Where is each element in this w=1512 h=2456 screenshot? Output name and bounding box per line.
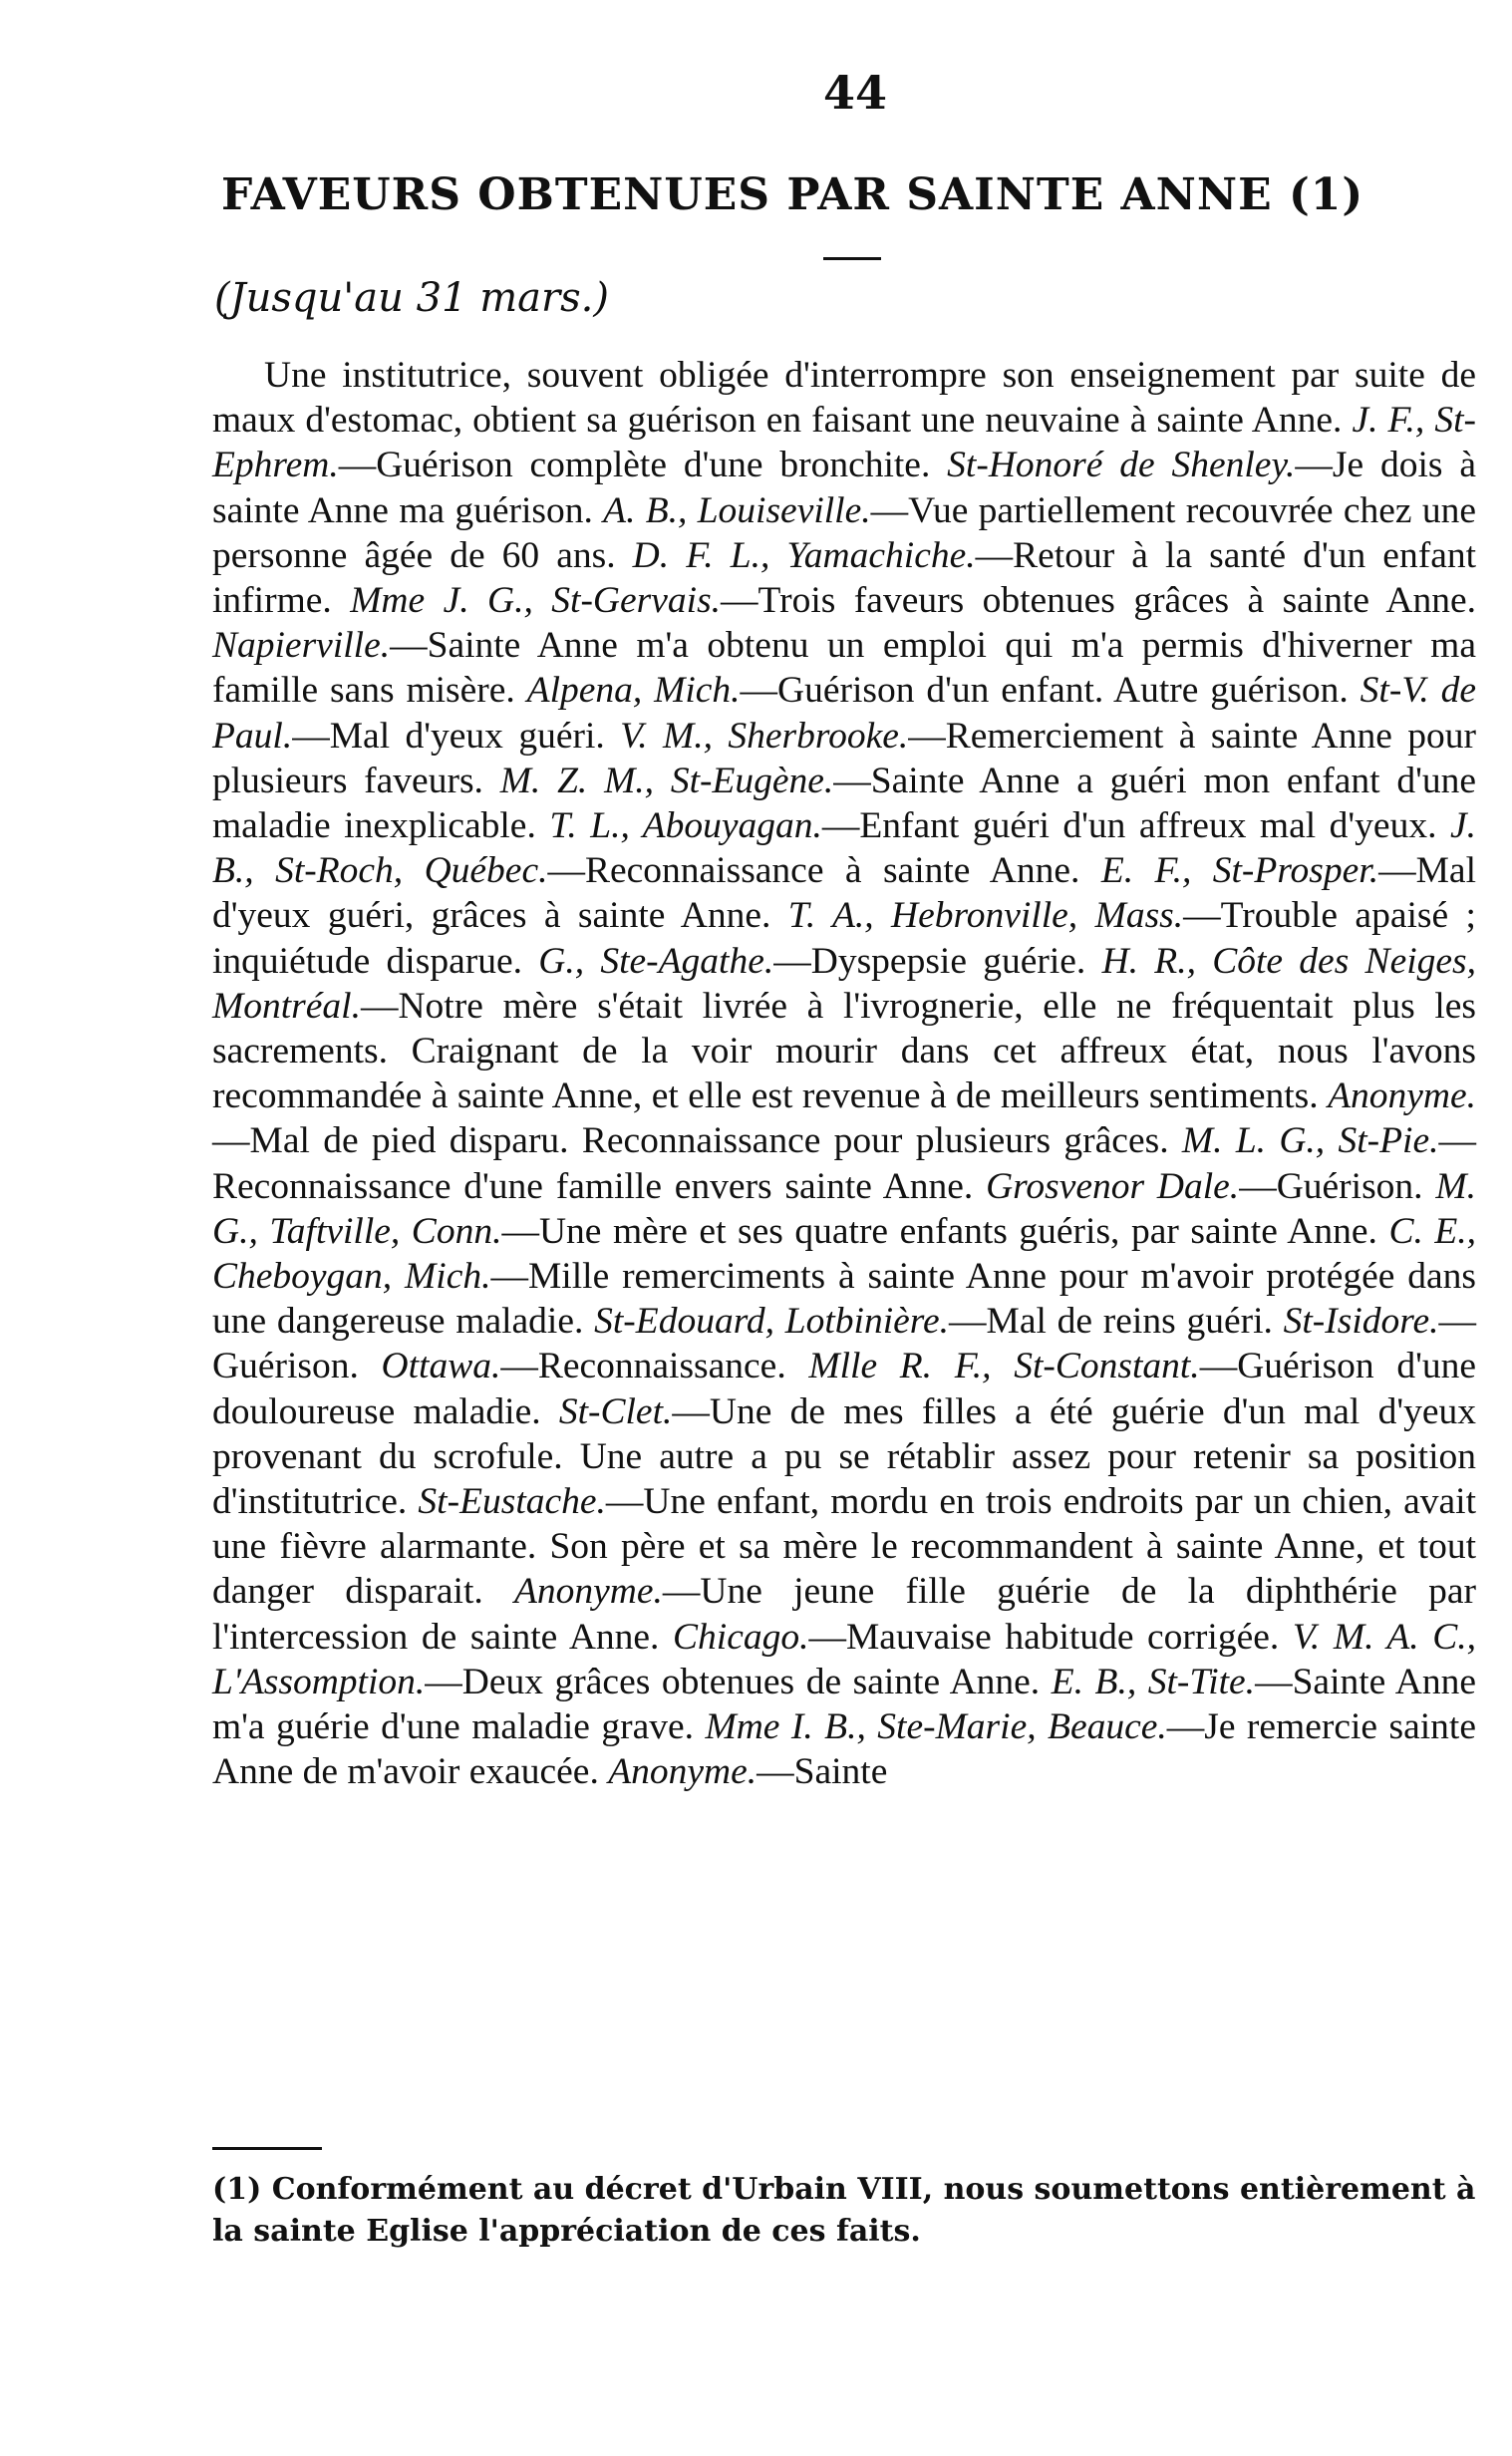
entry-source: Alpena, Mich. bbox=[526, 670, 741, 712]
entry-text: —Reconnaissance d'une famille envers sainte Anne. bbox=[212, 1120, 1476, 1207]
entry-source: A. B., Louiseville. bbox=[603, 489, 871, 531]
entry-text: —Reconnaissance à sainte Anne. bbox=[547, 850, 1101, 892]
page-title: FAVEURS OBTENUES PAR SAINTE ANNE (1) bbox=[221, 169, 1364, 220]
entry-source: J. B., St-Roch, Québec. bbox=[212, 805, 1476, 892]
entry-source: Anonyme. bbox=[513, 1571, 663, 1613]
entry-text: —Mal d'yeux guéri. bbox=[292, 715, 621, 757]
entry-source: Mme J. G., St-Gervais. bbox=[350, 580, 722, 622]
entry-source: E. F., St-Prosper. bbox=[1100, 850, 1379, 892]
entry-text: —Sainte Anne m'a obtenu un emploi qui m'a permis d'hiverner ma famille sans misère. bbox=[212, 625, 1476, 712]
entry-source: D. F. L., Yamachiche. bbox=[632, 534, 976, 576]
entry-text: —Une enfant, mordu en trois endroits par un chien, avait une fièvre alarmante. Son père et sa mère le recommandent à sainte Anne, et tout danger disparait. bbox=[212, 1481, 1476, 1613]
entry-source: St-Edouard, Lotbinière. bbox=[594, 1301, 949, 1343]
entry-text: —Guérison d'une douloureuse maladie. bbox=[212, 1346, 1476, 1432]
entry-source: Napierville. bbox=[212, 625, 391, 667]
entry-source: M. L. G., St-Pie. bbox=[1181, 1120, 1439, 1162]
entry-source: St-Eustache. bbox=[418, 1481, 606, 1523]
entry-text: —Mauvaise habitude corrigée. bbox=[808, 1616, 1293, 1658]
entry-text: —Une de mes filles a été guérie d'un mal d'yeux provenant du scrofule. Une autre a pu se rétablir assez pour retenir sa position d'institutrice. bbox=[212, 1390, 1476, 1523]
entry-source: J. F., St-Ephrem. bbox=[212, 400, 1476, 486]
entry-source: St-Clet. bbox=[558, 1390, 673, 1432]
entry-source: Ottawa. bbox=[381, 1346, 501, 1387]
entry-source: V. M. A. C., L'Assomption. bbox=[212, 1616, 1476, 1702]
entry-text: —Trouble apaisé ; inquiétude disparue. bbox=[212, 895, 1476, 982]
entry-source: Chicago. bbox=[673, 1616, 809, 1658]
entry-text: —Reconnaissance. bbox=[500, 1346, 809, 1387]
entry-source: Grosvenor Dale. bbox=[986, 1165, 1240, 1207]
entry-text: —Mal d'yeux guéri, grâces à sainte Anne. bbox=[212, 850, 1476, 937]
entry-source: M. G., Taftville, Conn. bbox=[212, 1165, 1476, 1252]
entry-text: —Je remercie sainte Anne de m'avoir exaucée. bbox=[212, 1706, 1476, 1793]
entry-text: —Remerciement à sainte Anne pour plusieurs faveurs. bbox=[212, 715, 1476, 801]
entry-text: —Dyspepsie guérie. bbox=[773, 940, 1102, 982]
entry-source: C. E., Cheboygan, Mich. bbox=[212, 1210, 1477, 1298]
entry-source: T. L., Abouyagan. bbox=[549, 805, 822, 847]
date-line: (Jusqu'au 31 mars.) bbox=[214, 275, 609, 321]
entry-text: —Mille remerciments à sainte Anne pour m'avoir protégée dans une dangereuse maladie. bbox=[212, 1256, 1476, 1343]
entry-source: T. A., Hebronville, Mass. bbox=[787, 895, 1184, 937]
entry-text: —Enfant guéri d'un affreux mal d'yeux. bbox=[821, 805, 1450, 847]
entry-source: Mme I. B., Ste-Marie, Beauce. bbox=[705, 1706, 1167, 1748]
entry-text: —Mal de reins guéri. bbox=[949, 1301, 1284, 1343]
entry-source: E. B., St-Tite. bbox=[1051, 1661, 1256, 1702]
footnote: (1) Conformément au décret d'Urbain VIII, nous soumettons entièrement à la sainte Eglise l'appréciation de ces faits. bbox=[212, 2172, 1476, 2249]
page-number: 44 bbox=[823, 66, 888, 120]
entry-text: —Sainte Anne m'a guérie d'une maladie grave. bbox=[212, 1661, 1476, 1748]
entry-text: —Une mère et ses quatre enfants guéris, par sainte Anne. bbox=[501, 1210, 1389, 1252]
entry-source: St-Honoré de Shenley. bbox=[947, 445, 1296, 486]
entry-source: Anonyme. bbox=[608, 1751, 757, 1793]
entry-source: V. M., Sherbrooke. bbox=[620, 715, 909, 757]
title-divider bbox=[823, 257, 881, 260]
entry-text: Une institutrice, souvent obligée d'interrompre son enseignement par suite de maux d'estomac, obtient sa guérison en faisant une neuvaine à sainte Anne. bbox=[212, 355, 1476, 442]
entry-text: —Notre mère s'était livrée à l'ivrognerie, elle ne fréquentait plus les sacrements. Craignant de la voir mourir dans cet affreux état, nous l'avons recommandée à sainte Anne, et elle est revenue à de meilleurs sentiments. bbox=[212, 985, 1476, 1117]
entry-text: —Retour à la santé d'un enfant infirme. bbox=[212, 534, 1477, 622]
entry-text: —Mal de pied disparu. Reconnaissance pour plusieurs grâces. bbox=[212, 1120, 1182, 1162]
entry-source: G., Ste-Agathe. bbox=[538, 940, 774, 982]
entry-text: —Deux grâces obtenues de sainte Anne. bbox=[425, 1661, 1052, 1702]
entry-text: —Guérison. bbox=[212, 1301, 1477, 1387]
entry-text: —Guérison. bbox=[1239, 1165, 1436, 1207]
entry-text: —Je dois à sainte Anne ma guérison. bbox=[212, 445, 1476, 531]
entry-source: H. R., Côte des Neiges, Montréal. bbox=[212, 940, 1476, 1027]
entry-text: —Trois faveurs obtenues grâces à sainte Anne. bbox=[721, 580, 1477, 622]
entry-text: —Sainte Anne a guéri mon enfant d'une maladie inexplicable. bbox=[212, 760, 1476, 847]
entry-source: Mlle R. F., St-Constant. bbox=[808, 1346, 1200, 1387]
entry-text: —Guérison d'un enfant. Autre guérison. bbox=[740, 670, 1361, 712]
entry-text: —Vue partiellement recouvrée chez une personne âgée de 60 ans. bbox=[212, 489, 1476, 576]
entry-source: M. Z. M., St-Eugène. bbox=[499, 760, 834, 801]
entry-source: St-V. de Paul. bbox=[212, 670, 1476, 757]
entry-text: —Guérison complète d'une bronchite. bbox=[338, 445, 948, 486]
entry-source: Anonyme. bbox=[1328, 1075, 1476, 1117]
entry-text: —Une jeune fille guérie de la diphthérie par l'intercession de sainte Anne. bbox=[212, 1571, 1477, 1658]
entry-source: St-Isidore. bbox=[1283, 1301, 1439, 1343]
body-paragraph bbox=[212, 353, 1476, 1795]
entry-text: —Sainte bbox=[756, 1751, 888, 1793]
footnote-divider bbox=[212, 2147, 322, 2150]
